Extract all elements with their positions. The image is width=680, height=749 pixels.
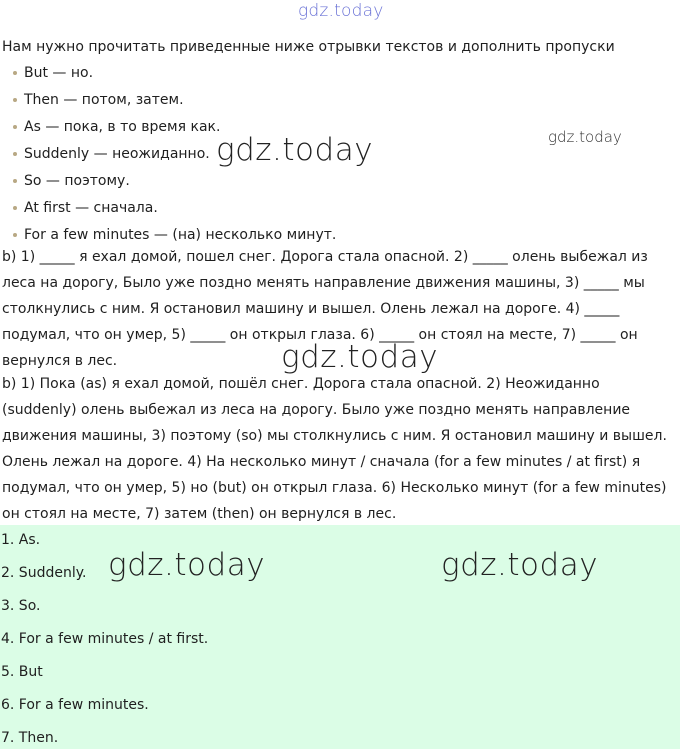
answer-item: 1. As. [1,532,41,548]
bullet-icon [13,206,17,210]
vocab-item-text: But — но. [24,65,94,81]
instruction-text: Нам нужно прочитать приведенные ниже отрывки текстов и дополнить пропуски [2,39,615,55]
watermark-large: gdz.today [216,132,374,168]
vocab-item [12,197,336,224]
watermark-small-right: gdz.today [548,128,622,146]
vocab-item-text: Then — потом, затем. [24,92,184,108]
answer-item: 7. Then. [1,730,59,746]
translation-paragraph: b) 1) Пока (as) я ехал домой, пошёл снег. Дорога стала опасной. 2) Неожиданно (suddenly) олень выбежал из леса на дорогу. Было уже поздно менять направление движения машины, 3) поэтому (so) мы столкнулись с ним. Я остановил машину и вышел. Олень лежал на дороге. 4) На несколько минут / сначала (for a few minutes / at first) я подумал, что он умер, 5) но (but) он открыл глаза. 6) Несколько минут (for a few minutes) он стоял на месте, 7) затем (then) он вернулся в лес. [2,376,667,522]
bullet-icon [13,125,17,129]
bullet-icon [13,179,17,183]
answer-item: 5. But [1,664,43,680]
vocab-item-text: For a few minutes — (на) несколько минут. [24,227,337,243]
watermark-large: gdz.today [441,547,599,583]
vocab-item-text: At first — сначала. [24,200,158,216]
watermark-top: gdz.today [298,1,384,21]
vocab-item-text: So — поэтому. [24,173,130,189]
vocab-item [12,62,336,89]
bullet-icon [13,233,17,237]
vocab-item [12,89,336,116]
vocab-item [12,170,336,197]
answer-item: 4. For a few minutes / at first. [1,631,209,647]
bullet-icon [13,98,17,102]
bullet-icon [13,71,17,75]
answer-item: 2. Suddenly. [1,565,87,581]
answer-item: 3. So. [1,598,41,614]
watermark-large: gdz.today [281,339,439,375]
watermark-large: gdz.today [108,547,266,583]
bullet-icon [13,152,17,156]
answer-item: 6. For a few minutes. [1,697,149,713]
task-paragraph: b) 1) _____ я ехал домой, пошел снег. Дорога стала опасной. 2) _____ олень выбежал из леса на дорогу, Было уже поздно менять направление движения машины, 3) _____ мы столкнулись с ним. Я остановил машину и вышел. Олень лежал на дороге. 4) _____ подумал, что он умер, 5) _____ он открыл глаза. 6) _____ он стоял на месте, 7) _____ он вернулся в лес. [2,249,648,369]
vocab-item-text: As — пока, в то время как. [24,119,221,135]
vocab-item-text: Suddenly — неожиданно. [24,146,210,162]
